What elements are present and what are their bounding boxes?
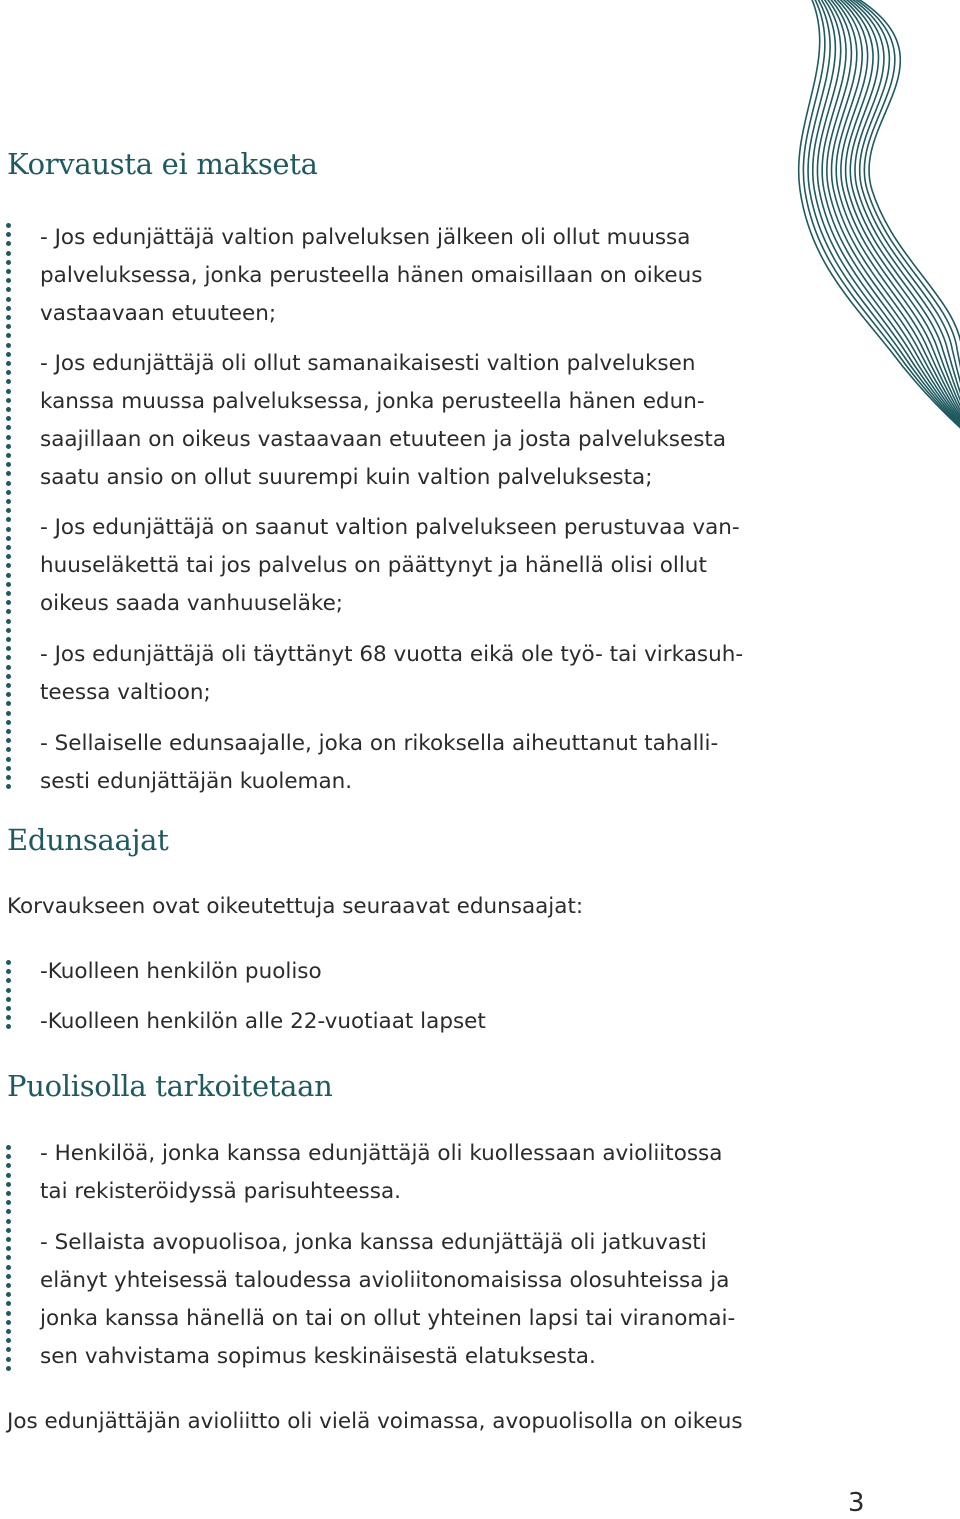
dot (6, 1024, 11, 1029)
item-line: - Jos edunjättäjä oli täyttänyt 68 vuotta eikä ole työ- tai virkasuh- (40, 642, 744, 667)
list-item (40, 725, 780, 801)
item-line: - Jos edunjättäjä on saanut valtion palvelukseen perustuvaa van- (40, 515, 740, 540)
dot (6, 1209, 11, 1214)
list-item (40, 345, 780, 497)
dot (6, 683, 11, 688)
dot (6, 1338, 11, 1343)
dot (6, 297, 11, 302)
item-line: sesti edunjättäjän kuoleman. (40, 769, 353, 794)
dot (6, 1200, 11, 1205)
dot (6, 1301, 11, 1306)
list-item (40, 509, 780, 623)
dot (6, 471, 11, 476)
dot (6, 1292, 11, 1297)
dot (6, 775, 11, 780)
wave-line (835, 0, 960, 440)
dot (6, 628, 11, 633)
dotted-rule-no-compensation (6, 223, 12, 787)
heading-beneficiaries: Edunsaajat (7, 823, 169, 857)
dot (6, 1173, 11, 1178)
dot (6, 1219, 11, 1224)
dot (6, 738, 11, 743)
dot (6, 545, 11, 550)
dot (6, 223, 11, 228)
dot (6, 591, 11, 596)
dot (6, 1154, 11, 1159)
item-line: oikeus saada vanhuuseläke; (40, 591, 344, 616)
dot (6, 1283, 11, 1288)
dot (6, 251, 11, 256)
dot (6, 720, 11, 725)
dot (6, 278, 11, 283)
dot (6, 453, 11, 458)
dot (6, 389, 11, 394)
dot (6, 573, 11, 578)
dot (6, 425, 11, 430)
dot (6, 536, 11, 541)
dot (6, 1015, 11, 1020)
beneficiaries-intro: Korvaukseen ovat oikeutettuja seuraavat edunsaajat: (7, 894, 584, 919)
dot (6, 370, 11, 375)
item-line: teessa valtioon; (40, 680, 211, 705)
dot (6, 646, 11, 651)
item-line: jonka kanssa hänellä on tai on ollut yhteinen lapsi tai viranomai- (40, 1306, 736, 1331)
dot (6, 315, 11, 320)
dot (6, 1237, 11, 1242)
dot (6, 609, 11, 614)
heading-no-compensation: Korvausta ei makseta (7, 147, 318, 181)
list-item (40, 219, 780, 333)
dot (6, 343, 11, 348)
dotted-rule-spouse (6, 1145, 12, 1367)
list-item (40, 636, 780, 712)
heading-spouse-definition: Puolisolla tarkoitetaan (7, 1069, 333, 1103)
dot (6, 1320, 11, 1325)
wave-line (832, 0, 960, 440)
dot (6, 637, 11, 642)
dot (6, 766, 11, 771)
dot (6, 1145, 11, 1150)
list-item (40, 1135, 780, 1211)
dot (6, 711, 11, 716)
dot (6, 398, 11, 403)
dot (6, 1329, 11, 1334)
item-line: kanssa muussa palveluksessa, jonka perusteella hänen edun- (40, 389, 705, 414)
dotted-rule-beneficiaries (6, 960, 12, 1029)
item-line: - Sellaista avopuolisoa, jonka kanssa edunjättäjä oli jatkuvasti (40, 1230, 707, 1255)
dot (6, 997, 11, 1002)
dot (6, 1246, 11, 1251)
item-line: - Jos edunjättäjä valtion palveluksen jälkeen oli ollut muussa (40, 225, 691, 250)
dot (6, 287, 11, 292)
dot (6, 582, 11, 587)
closing-text: Jos edunjättäjän avioliitto oli vielä voimassa, avopuolisolla on oikeus (7, 1409, 743, 1434)
dot (6, 655, 11, 660)
dot (6, 784, 11, 789)
dot (6, 1191, 11, 1196)
wave-line (813, 0, 960, 440)
dot (6, 232, 11, 237)
dot (6, 508, 11, 513)
dot (6, 407, 11, 412)
item-line: sen vahvistama sopimus keskinäisestä elatuksesta. (40, 1344, 596, 1369)
dot (6, 462, 11, 467)
list-item: -Kuolleen henkilön puoliso (40, 959, 322, 984)
dot (6, 416, 11, 421)
dot (6, 527, 11, 532)
dot (6, 988, 11, 993)
dot (6, 1182, 11, 1187)
dot (6, 517, 11, 522)
dot (6, 600, 11, 605)
list-item (40, 1224, 780, 1376)
dot (6, 619, 11, 624)
item-line: palveluksessa, jonka perusteella hänen omaisillaan on oikeus (40, 263, 703, 288)
dot (6, 969, 11, 974)
dot (6, 1265, 11, 1270)
dot (6, 1274, 11, 1279)
dot (6, 361, 11, 366)
dot (6, 352, 11, 357)
dot (6, 490, 11, 495)
list-item: -Kuolleen henkilön alle 22-vuotiaat lapset (40, 1009, 486, 1034)
dot (6, 729, 11, 734)
dot (6, 324, 11, 329)
item-line: huuseläkettä tai jos palvelus on päättynyt ja hänellä olisi ollut (40, 553, 707, 578)
dot (6, 747, 11, 752)
item-line: tai rekisteröidyssä parisuhteessa. (40, 1179, 401, 1204)
dot (6, 665, 11, 670)
dot (6, 757, 11, 762)
dot (6, 269, 11, 274)
decorative-wave-lines (780, 0, 960, 440)
dot (6, 499, 11, 504)
item-line: elänyt yhteisessä taloudessa avioliitonomaisissa olosuhteissa ja (40, 1268, 730, 1293)
item-line: - Henkilöä, jonka kanssa edunjättäjä oli kuollessaan avioliitossa (40, 1141, 723, 1166)
item-line: saajillaan on oikeus vastaavaan etuuteen ja josta palveluksesta (40, 427, 727, 452)
dot (6, 379, 11, 384)
dot (6, 563, 11, 568)
dot (6, 444, 11, 449)
dot (6, 1366, 11, 1371)
item-line: - Jos edunjättäjä oli ollut samanaikaisesti valtion palveluksen (40, 351, 696, 376)
dot (6, 435, 11, 440)
dot (6, 1006, 11, 1011)
dot (6, 1311, 11, 1316)
dot (6, 306, 11, 311)
dot (6, 1228, 11, 1233)
dot (6, 674, 11, 679)
dot (6, 701, 11, 706)
dot (6, 260, 11, 265)
dot (6, 960, 11, 965)
dot (6, 1357, 11, 1362)
dot (6, 481, 11, 486)
page-number: 3 (848, 1488, 865, 1518)
dot (6, 1255, 11, 1260)
dot (6, 554, 11, 559)
dot (6, 1163, 11, 1168)
item-line: vastaavaan etuuteen; (40, 301, 277, 326)
dot (6, 978, 11, 983)
item-line: saatu ansio on ollut suurempi kuin valtion palveluksesta; (40, 465, 653, 490)
dot (6, 241, 11, 246)
dot (6, 333, 11, 338)
item-line: - Sellaiselle edunsaajalle, joka on rikoksella aiheuttanut tahalli- (40, 731, 719, 756)
dot (6, 692, 11, 697)
dot (6, 1347, 11, 1352)
